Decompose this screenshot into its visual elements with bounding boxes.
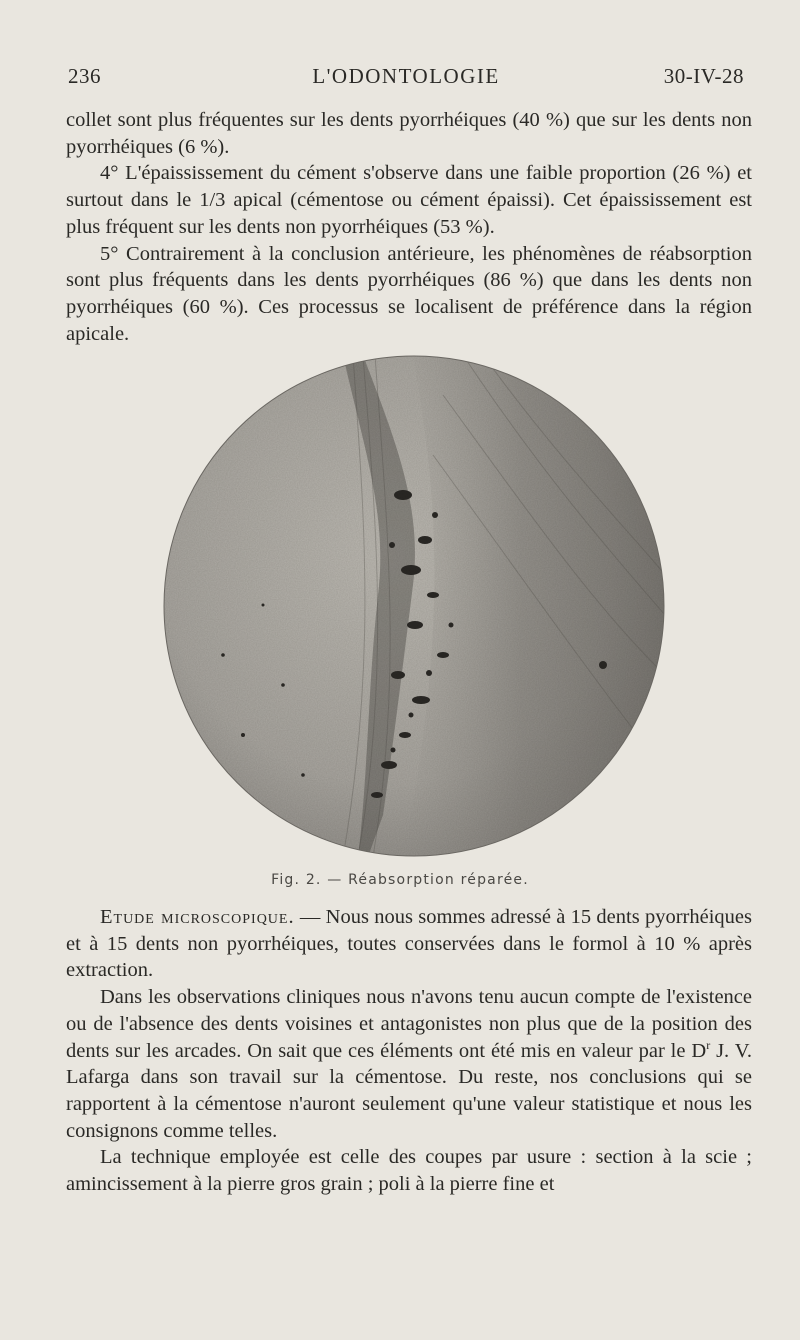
paragraph: 5° Contrairement à la conclusion antérieure, les phénomènes de réabsorption sont plus fréquents dans les dents pyorrhéiques (86 %) que dans les dents non pyorrhéiques (60 %). Ces processus se localisent de préférence dans la région apicale. — [66, 242, 752, 345]
issue-date: 30-IV-28 — [663, 64, 744, 88]
paragraph: 4° L'épaississement du cément s'observe dans une faible proportion (26 %) et surtout dans le 1/3 apical (cémentose ou cément épaissi). Cet épaississement est plus fréquent sur les dents non pyorrhéiques (53 %). — [66, 162, 752, 238]
micrograph-figure — [163, 355, 665, 857]
running-header — [68, 64, 744, 94]
figure-caption: Fig. 2. — Réabsorption réparée. — [271, 872, 529, 888]
paragraph-text: — Nous nous sommes adressé à 15 dents pyorrhéiques et à 15 dents non pyorrhéiques, toutes conservées dans le formol à 10 % après extraction. — [66, 906, 753, 982]
page-number: 236 — [68, 64, 101, 88]
paragraph-text: J. V. Lafarga dans son travail sur la cémentose. Du reste, nos conclusions qui se rapportent à la cémentose n'auront seulement qu'une valeur statistique et nous les consignons comme telles. — [66, 1039, 752, 1142]
paragraph — [66, 984, 752, 1144]
superscript: r — [706, 1037, 711, 1052]
journal-title: L'ODONTOLOGIE — [312, 64, 500, 88]
paragraph: La technique employée est celle des coupes par usure : section à la scie ; amincissement à la pierre gros grain ; poli à la pierre fine et — [66, 1146, 752, 1196]
paragraph-text: Dans les observations cliniques nous n'avons tenu aucun compte de l'existence ou de l'absence des dents voisines et antagonistes non plus que de la position des dents sur les arcades. On sait que ces éléments ont été mis en valeur par le D — [66, 986, 752, 1062]
section-heading: Etude microscopique. — [100, 906, 295, 928]
body-text-top — [66, 107, 752, 347]
paragraph: collet sont plus fréquentes sur les dents pyorrhéiques (40 %) que sur les dents non pyorrhéiques (6 %). — [66, 109, 752, 158]
paragraph — [66, 904, 752, 984]
body-text-bottom — [66, 904, 752, 1198]
